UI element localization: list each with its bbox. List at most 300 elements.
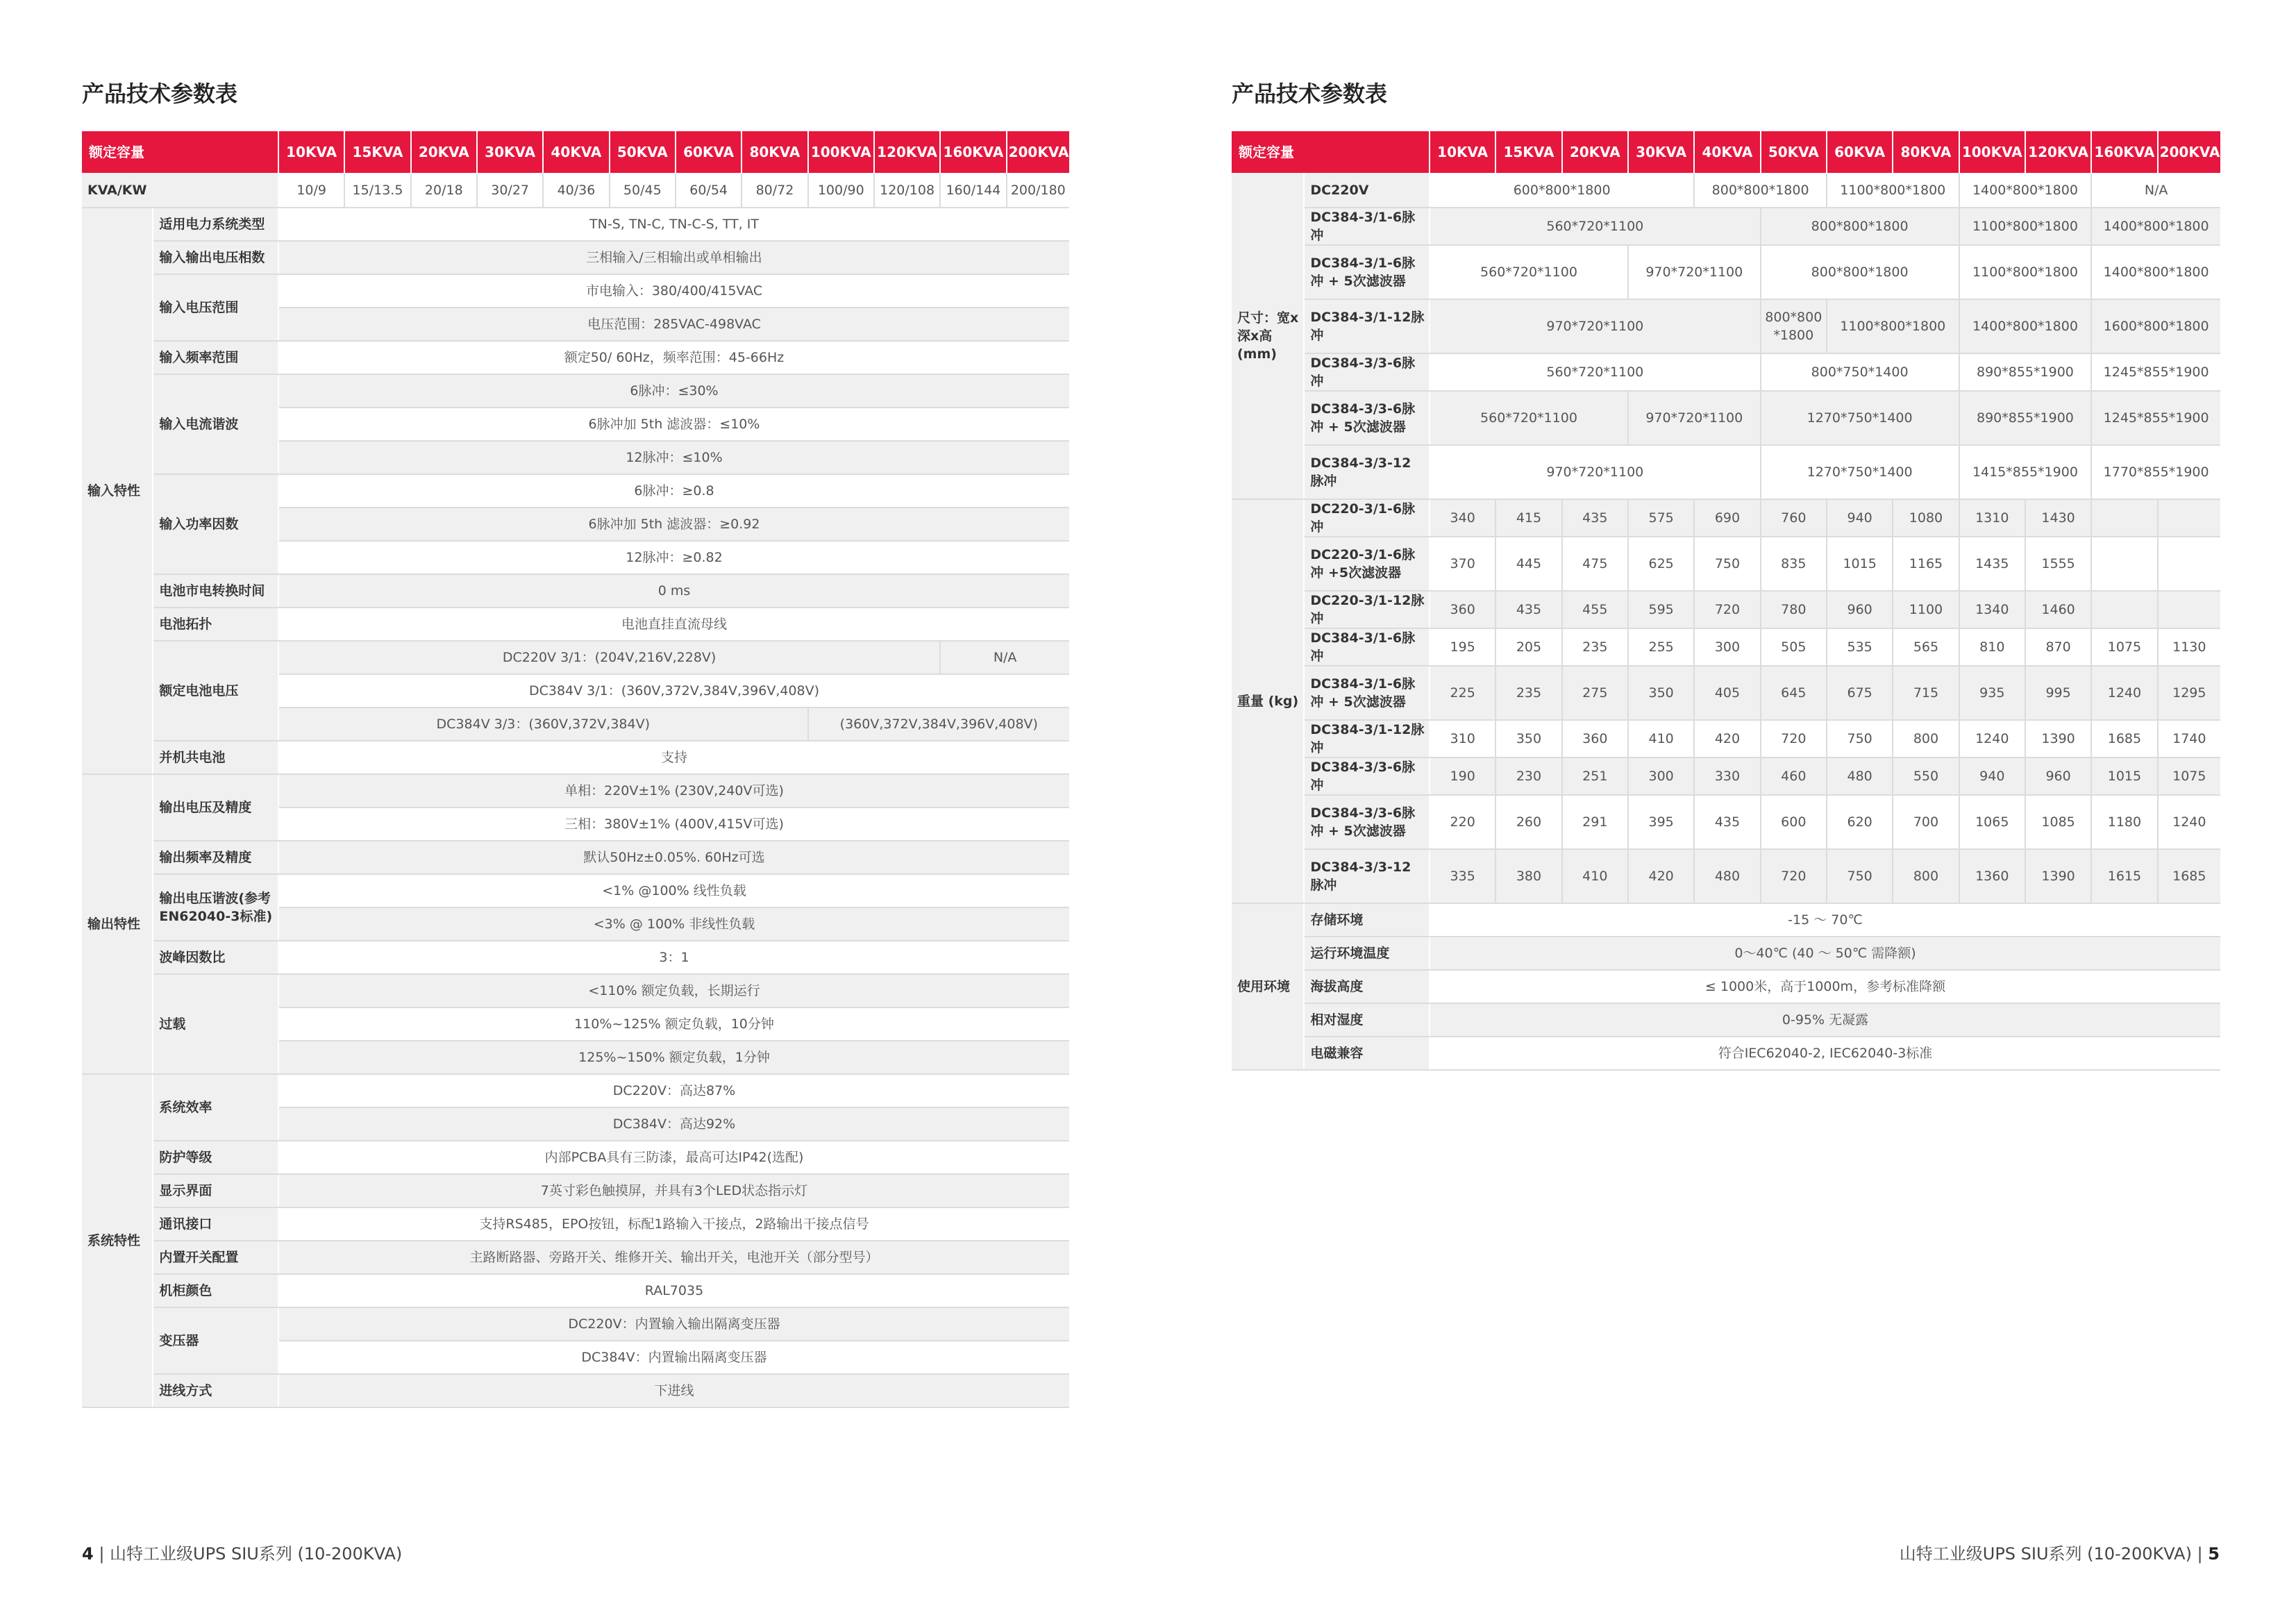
table-row: [1232, 903, 2220, 937]
table-cell: 251: [1562, 757, 1628, 795]
table-cell: 800: [1893, 720, 1959, 757]
table-cell: 420: [1628, 849, 1694, 903]
table-cell: 电压范围：285VAC-498VAC: [278, 308, 1069, 341]
row-label: DC220-3/1-12脉冲: [1304, 591, 1430, 628]
table-cell: 15/13.5: [344, 173, 410, 208]
table-cell: 420: [1694, 720, 1760, 757]
table-cell: 1310: [1959, 499, 2025, 537]
table-row: [1232, 173, 2220, 208]
page-title: 产品技术参数表: [82, 81, 238, 107]
table-cell: [2091, 591, 2157, 628]
table-cell: 800*800*1800: [1761, 208, 1959, 245]
table-cell: 0 ms: [278, 574, 1069, 608]
table-cell: 810: [1959, 628, 2025, 666]
table-cell: 市电输入：380/400/415VAC: [278, 274, 1069, 308]
table-row: [1232, 937, 2220, 970]
table-cell: 1390: [2025, 849, 2091, 903]
footer-text: 山特工业级UPS SIU系列 (10-200KVA) |: [1899, 1544, 2203, 1564]
table-cell: 760: [1761, 499, 1827, 537]
category-size: 尺寸：宽x深x高(mm): [1232, 173, 1304, 499]
page-right: [1148, 0, 2296, 1624]
table-cell: 600*800*1800: [1430, 173, 1694, 208]
col-header: 100KVA: [1959, 131, 2025, 173]
row-label: 额定电池电压: [153, 641, 278, 741]
table-cell: 支持RS485，EPO按钮，标配1路输入干接点，2路输出干接点信号: [278, 1207, 1069, 1241]
table-cell: 1180: [2091, 795, 2157, 849]
row-label: 海拔高度: [1304, 970, 1430, 1003]
row-label: 适用电力系统类型: [153, 208, 278, 241]
table-cell: 1400*800*1800: [2091, 208, 2220, 245]
table-cell: 1165: [1893, 537, 1959, 591]
table-row: [82, 874, 1069, 907]
category-weight: 重量 (kg): [1232, 499, 1304, 903]
table-cell: 1245*855*1900: [2091, 353, 2220, 391]
table-row: [1232, 537, 2220, 591]
table-row: [82, 341, 1069, 374]
table-row: [1232, 628, 2220, 666]
table-cell: 935: [1959, 666, 2025, 720]
table-cell: 970*720*1100: [1628, 245, 1761, 299]
col-header: 60KVA: [676, 131, 741, 173]
table-cell: 60/54: [676, 173, 741, 208]
table-cell: 125%~150% 额定负载，1分钟: [278, 1041, 1069, 1074]
col-header: 160KVA: [2091, 131, 2157, 173]
table-cell: 940: [1827, 499, 1893, 537]
table-cell: DC220V：高达87%: [278, 1074, 1069, 1107]
row-label: 运行环境温度: [1304, 937, 1430, 970]
table-cell: 550: [1893, 757, 1959, 795]
table-cell: 395: [1628, 795, 1694, 849]
table-cell: 0～40℃ (40 ～ 50℃ 需降额): [1430, 937, 2220, 970]
table-cell: 835: [1761, 537, 1827, 591]
table-cell: 720: [1694, 591, 1760, 628]
table-cell: 235: [1495, 666, 1561, 720]
table-cell: 50/45: [610, 173, 676, 208]
table-cell: 720: [1761, 849, 1827, 903]
row-label: DC384-3/1-12脉冲: [1304, 720, 1430, 757]
row-label: 并机共电池: [153, 741, 278, 774]
table-cell: 700: [1893, 795, 1959, 849]
col-header: 80KVA: [741, 131, 807, 173]
table-cell: 7英寸彩色触摸屏，并具有3个LED状态指示灯: [278, 1174, 1069, 1207]
table-cell: 160/144: [940, 173, 1006, 208]
col-header: 15KVA: [344, 131, 410, 173]
table-row: [82, 574, 1069, 608]
table-row: [82, 774, 1069, 807]
table-cell: 1100*800*1800: [1959, 245, 2092, 299]
row-label: DC384-3/3-6脉冲: [1304, 353, 1430, 391]
table-cell: 780: [1761, 591, 1827, 628]
table-cell: 435: [1562, 499, 1628, 537]
table-cell: 480: [1827, 757, 1893, 795]
table-row: [1232, 666, 2220, 720]
table-cell: 970*720*1100: [1430, 445, 1761, 499]
table-cell: N/A: [2091, 173, 2220, 208]
table-cell: 1400*800*1800: [1959, 173, 2092, 208]
category-system: 系统特性: [82, 1074, 153, 1407]
table-cell: 6脉冲：≤30%: [278, 374, 1069, 408]
table-cell: 6脉冲加 5th 滤波器：≥0.92: [278, 508, 1069, 541]
table-cell: 890*855*1900: [1959, 353, 2092, 391]
row-label: 输入电流谐波: [153, 374, 278, 474]
col-header: 50KVA: [1761, 131, 1827, 173]
row-label: 进线方式: [153, 1374, 278, 1407]
row-label: 波峰因数比: [153, 941, 278, 974]
table-cell: 1240: [2158, 795, 2220, 849]
table-cell: 260: [1495, 795, 1561, 849]
table-row: [82, 1374, 1069, 1407]
table-cell: <3% @ 100% 非线性负载: [278, 907, 1069, 941]
table-cell: 300: [1694, 628, 1760, 666]
table-cell: 335: [1430, 849, 1495, 903]
table-cell: 1240: [1959, 720, 2025, 757]
table-cell: 主路断路器、旁路开关、维修开关、输出开关，电池开关（部分型号）: [278, 1241, 1069, 1274]
row-label: DC384-3/3-6脉冲 + 5次滤波器: [1304, 795, 1430, 849]
table-cell: 435: [1495, 591, 1561, 628]
table-cell: 1600*800*1800: [2091, 299, 2220, 353]
table-cell: DC384V 3/3：(360V,372V,384V): [278, 708, 808, 741]
table-cell: [2158, 499, 2220, 537]
table-cell: 20/18: [411, 173, 477, 208]
table-cell: 1100*800*1800: [1959, 208, 2092, 245]
row-label: 电池市电转换时间: [153, 574, 278, 608]
table-cell: 410: [1628, 720, 1694, 757]
table-cell: 970*720*1100: [1628, 391, 1761, 445]
table-cell: 291: [1562, 795, 1628, 849]
table-cell: 0-95% 无凝露: [1430, 1003, 2220, 1037]
table-cell: 750: [1694, 537, 1760, 591]
table-cell: 1245*855*1900: [2091, 391, 2220, 445]
table-row: [1232, 849, 2220, 903]
row-label: DC384-3/1-6脉冲 + 5次滤波器: [1304, 666, 1430, 720]
table-cell: 505: [1761, 628, 1827, 666]
row-label: 相对湿度: [1304, 1003, 1430, 1037]
header-row: [1232, 131, 2220, 173]
table-cell: 200/180: [1007, 173, 1069, 208]
col-header: 40KVA: [543, 131, 609, 173]
row-label: 机柜颜色: [153, 1274, 278, 1307]
table-cell: 565: [1893, 628, 1959, 666]
col-header: 80KVA: [1893, 131, 1959, 173]
table-cell: 360: [1562, 720, 1628, 757]
table-row: [1232, 391, 2220, 445]
table-cell: <110% 额定负载，长期运行: [278, 974, 1069, 1007]
table-cell: 535: [1827, 628, 1893, 666]
table-row: [1232, 353, 2220, 391]
table-cell: 475: [1562, 537, 1628, 591]
rated-capacity-label: 额定容量: [82, 131, 278, 173]
table-cell: 560*720*1100: [1430, 391, 1628, 445]
row-label: 系统效率: [153, 1074, 278, 1141]
table-cell: 符合IEC62040-2, IEC62040-3标准: [1430, 1037, 2220, 1070]
table-row: [1232, 795, 2220, 849]
table-cell: 三相：380V±1% (400V,415V可选): [278, 807, 1069, 841]
table-row: [1232, 445, 2220, 499]
table-row: [82, 208, 1069, 241]
table-row: [1232, 1003, 2220, 1037]
table-cell: 下进线: [278, 1374, 1069, 1407]
table-cell: 600: [1761, 795, 1827, 849]
table-cell: 1685: [2091, 720, 2157, 757]
row-label: 输出电压谐波(参考EN62040-3标准): [153, 874, 278, 941]
table-cell: 675: [1827, 666, 1893, 720]
table-cell: -15 ～ 70℃: [1430, 903, 2220, 937]
table-cell: 350: [1495, 720, 1561, 757]
table-row: [1232, 208, 2220, 245]
table-cell: 1435: [1959, 537, 2025, 591]
table-cell: 12脉冲：≤10%: [278, 441, 1069, 474]
table-cell: RAL7035: [278, 1274, 1069, 1307]
table-cell: 1015: [1827, 537, 1893, 591]
table-cell: 190: [1430, 757, 1495, 795]
col-header: 160KVA: [940, 131, 1006, 173]
row-label: DC220-3/1-6脉冲: [1304, 499, 1430, 537]
table-cell: 1430: [2025, 499, 2091, 537]
table-cell: 110%~125% 额定负载，10分钟: [278, 1007, 1069, 1041]
table-cell: ≤ 1000米，高于1000m，参考标准降额: [1430, 970, 2220, 1003]
col-header: 100KVA: [808, 131, 874, 173]
table-cell: 1295: [2158, 666, 2220, 720]
table-cell: 340: [1430, 499, 1495, 537]
page-title: 产品技术参数表: [1232, 81, 1388, 107]
row-label: 输出电压及精度: [153, 774, 278, 841]
table-cell: 1270*750*1400: [1761, 445, 1959, 499]
row-label: DC384-3/3-6脉冲 + 5次滤波器: [1304, 391, 1430, 445]
page-number: 4: [82, 1544, 94, 1564]
category-input: 输入特性: [82, 208, 153, 774]
col-header: 10KVA: [278, 131, 344, 173]
table-row: [82, 1207, 1069, 1241]
col-header: 10KVA: [1430, 131, 1495, 173]
row-label: 显示界面: [153, 1174, 278, 1207]
table-row: [1232, 1037, 2220, 1070]
table-cell: 1460: [2025, 591, 2091, 628]
table-cell: 1100: [1893, 591, 1959, 628]
table-cell: 1075: [2091, 628, 2157, 666]
row-label: DC384-3/3-12 脉冲: [1304, 849, 1430, 903]
row-label: 电磁兼容: [1304, 1037, 1430, 1070]
table-cell: 350: [1628, 666, 1694, 720]
table-row: [1232, 299, 2220, 353]
table-row: [82, 274, 1069, 308]
table-cell: 195: [1430, 628, 1495, 666]
table-cell: 1685: [2158, 849, 2220, 903]
row-label: 防护等级: [153, 1141, 278, 1174]
table-cell: 205: [1495, 628, 1561, 666]
table-row: [1232, 499, 2220, 537]
table-row: [82, 1307, 1069, 1341]
table-cell: 100/90: [808, 173, 874, 208]
table-cell: 1360: [1959, 849, 2025, 903]
col-header: 15KVA: [1495, 131, 1561, 173]
table-row: [82, 241, 1069, 274]
table-cell: 370: [1430, 537, 1495, 591]
table-cell: 970*720*1100: [1430, 299, 1761, 353]
table-cell: DC384V：内置输出隔离变压器: [278, 1341, 1069, 1374]
table-cell: 750: [1827, 849, 1893, 903]
row-label: DC384-3/1-12脉冲: [1304, 299, 1430, 353]
table-cell: 225: [1430, 666, 1495, 720]
table-cell: 220: [1430, 795, 1495, 849]
spec-table-left: [82, 131, 1069, 1408]
table-cell: 690: [1694, 499, 1760, 537]
table-cell: 455: [1562, 591, 1628, 628]
table-cell: 10/9: [278, 173, 344, 208]
table-cell: 360: [1430, 591, 1495, 628]
table-cell: 560*720*1100: [1430, 208, 1761, 245]
col-header: 40KVA: [1694, 131, 1760, 173]
table-cell: 595: [1628, 591, 1694, 628]
table-cell: <1% @100% 线性负载: [278, 874, 1069, 907]
table-cell: DC220V：内置输入输出隔离变压器: [278, 1307, 1069, 1341]
table-cell: 960: [2025, 757, 2091, 795]
table-cell: 1065: [1959, 795, 2025, 849]
table-row: [82, 374, 1069, 408]
page-footer: [82, 1540, 402, 1564]
table-cell: 995: [2025, 666, 2091, 720]
table-cell: 620: [1827, 795, 1893, 849]
table-cell: 3：1: [278, 941, 1069, 974]
table-cell: 30/27: [477, 173, 543, 208]
table-cell: 575: [1628, 499, 1694, 537]
table-cell: [2091, 537, 2157, 591]
table-cell: 内部PCBA具有三防漆，最高可达IP42(选配): [278, 1141, 1069, 1174]
table-cell: 750: [1827, 720, 1893, 757]
table-cell: 1400*800*1800: [2091, 245, 2220, 299]
table-cell: 1100*800*1800: [1827, 173, 1959, 208]
category-output: 输出特性: [82, 774, 153, 1074]
category-environment: 使用环境: [1232, 903, 1304, 1070]
col-header: 50KVA: [610, 131, 676, 173]
table-cell: 625: [1628, 537, 1694, 591]
col-header: 30KVA: [1628, 131, 1694, 173]
row-label: 输出频率及精度: [153, 841, 278, 874]
page-footer: [1900, 1540, 2220, 1564]
table-row: [1232, 245, 2220, 299]
footer-text: | 山特工业级UPS SIU系列 (10-200KVA): [99, 1544, 403, 1564]
row-label: 过载: [153, 974, 278, 1074]
table-row: [82, 1141, 1069, 1174]
table-cell: 275: [1562, 666, 1628, 720]
row-label: 输入频率范围: [153, 341, 278, 374]
table-cell: 300: [1628, 757, 1694, 795]
table-cell: 1080: [1893, 499, 1959, 537]
table-cell: TN-S, TN-C, TN-C-S, TT, IT: [278, 208, 1069, 241]
table-cell: 1400*800*1800: [1959, 299, 2092, 353]
table-row: [82, 608, 1069, 641]
table-cell: 940: [1959, 757, 2025, 795]
row-label: 内置开关配置: [153, 1241, 278, 1274]
table-cell: 800*800*1800: [1694, 173, 1827, 208]
col-header: 30KVA: [477, 131, 543, 173]
row-label: DC384-3/1-6脉冲: [1304, 208, 1430, 245]
row-label: 变压器: [153, 1307, 278, 1374]
rated-capacity-label: 额定容量: [1232, 131, 1430, 173]
table-cell: 1390: [2025, 720, 2091, 757]
table-cell: 支持: [278, 741, 1069, 774]
table-row: [82, 941, 1069, 974]
kvakw-label: KVA/KW: [82, 173, 278, 208]
table-cell: 额定50/ 60Hz，频率范围：45-66Hz: [278, 341, 1069, 374]
kvakw-row: [82, 173, 1069, 208]
row-label: 电池拓扑: [153, 608, 278, 641]
table-cell: 12脉冲：≥0.82: [278, 541, 1069, 574]
table-cell: N/A: [940, 641, 1069, 674]
table-cell: 445: [1495, 537, 1561, 591]
table-cell: 1770*855*1900: [2091, 445, 2220, 499]
table-cell: 1015: [2091, 757, 2157, 795]
table-row: [82, 1274, 1069, 1307]
table-cell: 435: [1694, 795, 1760, 849]
table-cell: 单相：220V±1% (230V,240V可选): [278, 774, 1069, 807]
table-row: [82, 841, 1069, 874]
table-cell: 1100*800*1800: [1827, 299, 1959, 353]
table-cell: 默认50Hz±0.05%. 60Hz可选: [278, 841, 1069, 874]
table-cell: 800*800 *1800: [1761, 299, 1827, 353]
col-header: 200KVA: [2158, 131, 2220, 173]
table-row: [1232, 720, 2220, 757]
table-cell: 40/36: [543, 173, 609, 208]
table-cell: DC384V 3/1：(360V,372V,384V,396V,408V): [278, 674, 1069, 708]
table-cell: 255: [1628, 628, 1694, 666]
table-cell: 电池直挂直流母线: [278, 608, 1069, 641]
col-header: 20KVA: [411, 131, 477, 173]
table-row: [82, 974, 1069, 1007]
table-row: [82, 1241, 1069, 1274]
table-cell: 1340: [1959, 591, 2025, 628]
table-row: [1232, 757, 2220, 795]
table-cell: 三相输入/三相输出或单相输出: [278, 241, 1069, 274]
table-cell: 460: [1761, 757, 1827, 795]
row-label: DC384-3/3-6脉冲: [1304, 757, 1430, 795]
row-label: 输入输出电压相数: [153, 241, 278, 274]
table-cell: 800*800*1800: [1761, 245, 1959, 299]
col-header: 200KVA: [1007, 131, 1069, 173]
row-label: DC220V: [1304, 173, 1430, 208]
table-cell: 80/72: [741, 173, 807, 208]
row-label: 存储环境: [1304, 903, 1430, 937]
table-cell: 1740: [2158, 720, 2220, 757]
table-cell: 415: [1495, 499, 1561, 537]
table-cell: 380: [1495, 849, 1561, 903]
table-cell: 410: [1562, 849, 1628, 903]
table-cell: 645: [1761, 666, 1827, 720]
col-header: 120KVA: [874, 131, 940, 173]
table-cell: 405: [1694, 666, 1760, 720]
table-cell: 560*720*1100: [1430, 245, 1628, 299]
table-cell: 1270*750*1400: [1761, 391, 1959, 445]
table-cell: 230: [1495, 757, 1561, 795]
table-cell: 720: [1761, 720, 1827, 757]
table-cell: 1075: [2158, 757, 2220, 795]
table-cell: [2091, 499, 2157, 537]
table-cell: 560*720*1100: [1430, 353, 1761, 391]
table-row: [82, 474, 1069, 508]
table-row: [82, 641, 1069, 674]
page-number: 5: [2208, 1544, 2220, 1564]
table-cell: 1615: [2091, 849, 2157, 903]
table-cell: 800: [1893, 849, 1959, 903]
table-cell: 6脉冲：≥0.8: [278, 474, 1069, 508]
col-header: 60KVA: [1827, 131, 1893, 173]
table-row: [82, 1174, 1069, 1207]
row-label: 输入功率因数: [153, 474, 278, 574]
row-label: DC384-3/1-6脉冲: [1304, 628, 1430, 666]
table-cell: 310: [1430, 720, 1495, 757]
table-cell: 480: [1694, 849, 1760, 903]
table-row: [1232, 970, 2220, 1003]
table-cell: 1130: [2158, 628, 2220, 666]
